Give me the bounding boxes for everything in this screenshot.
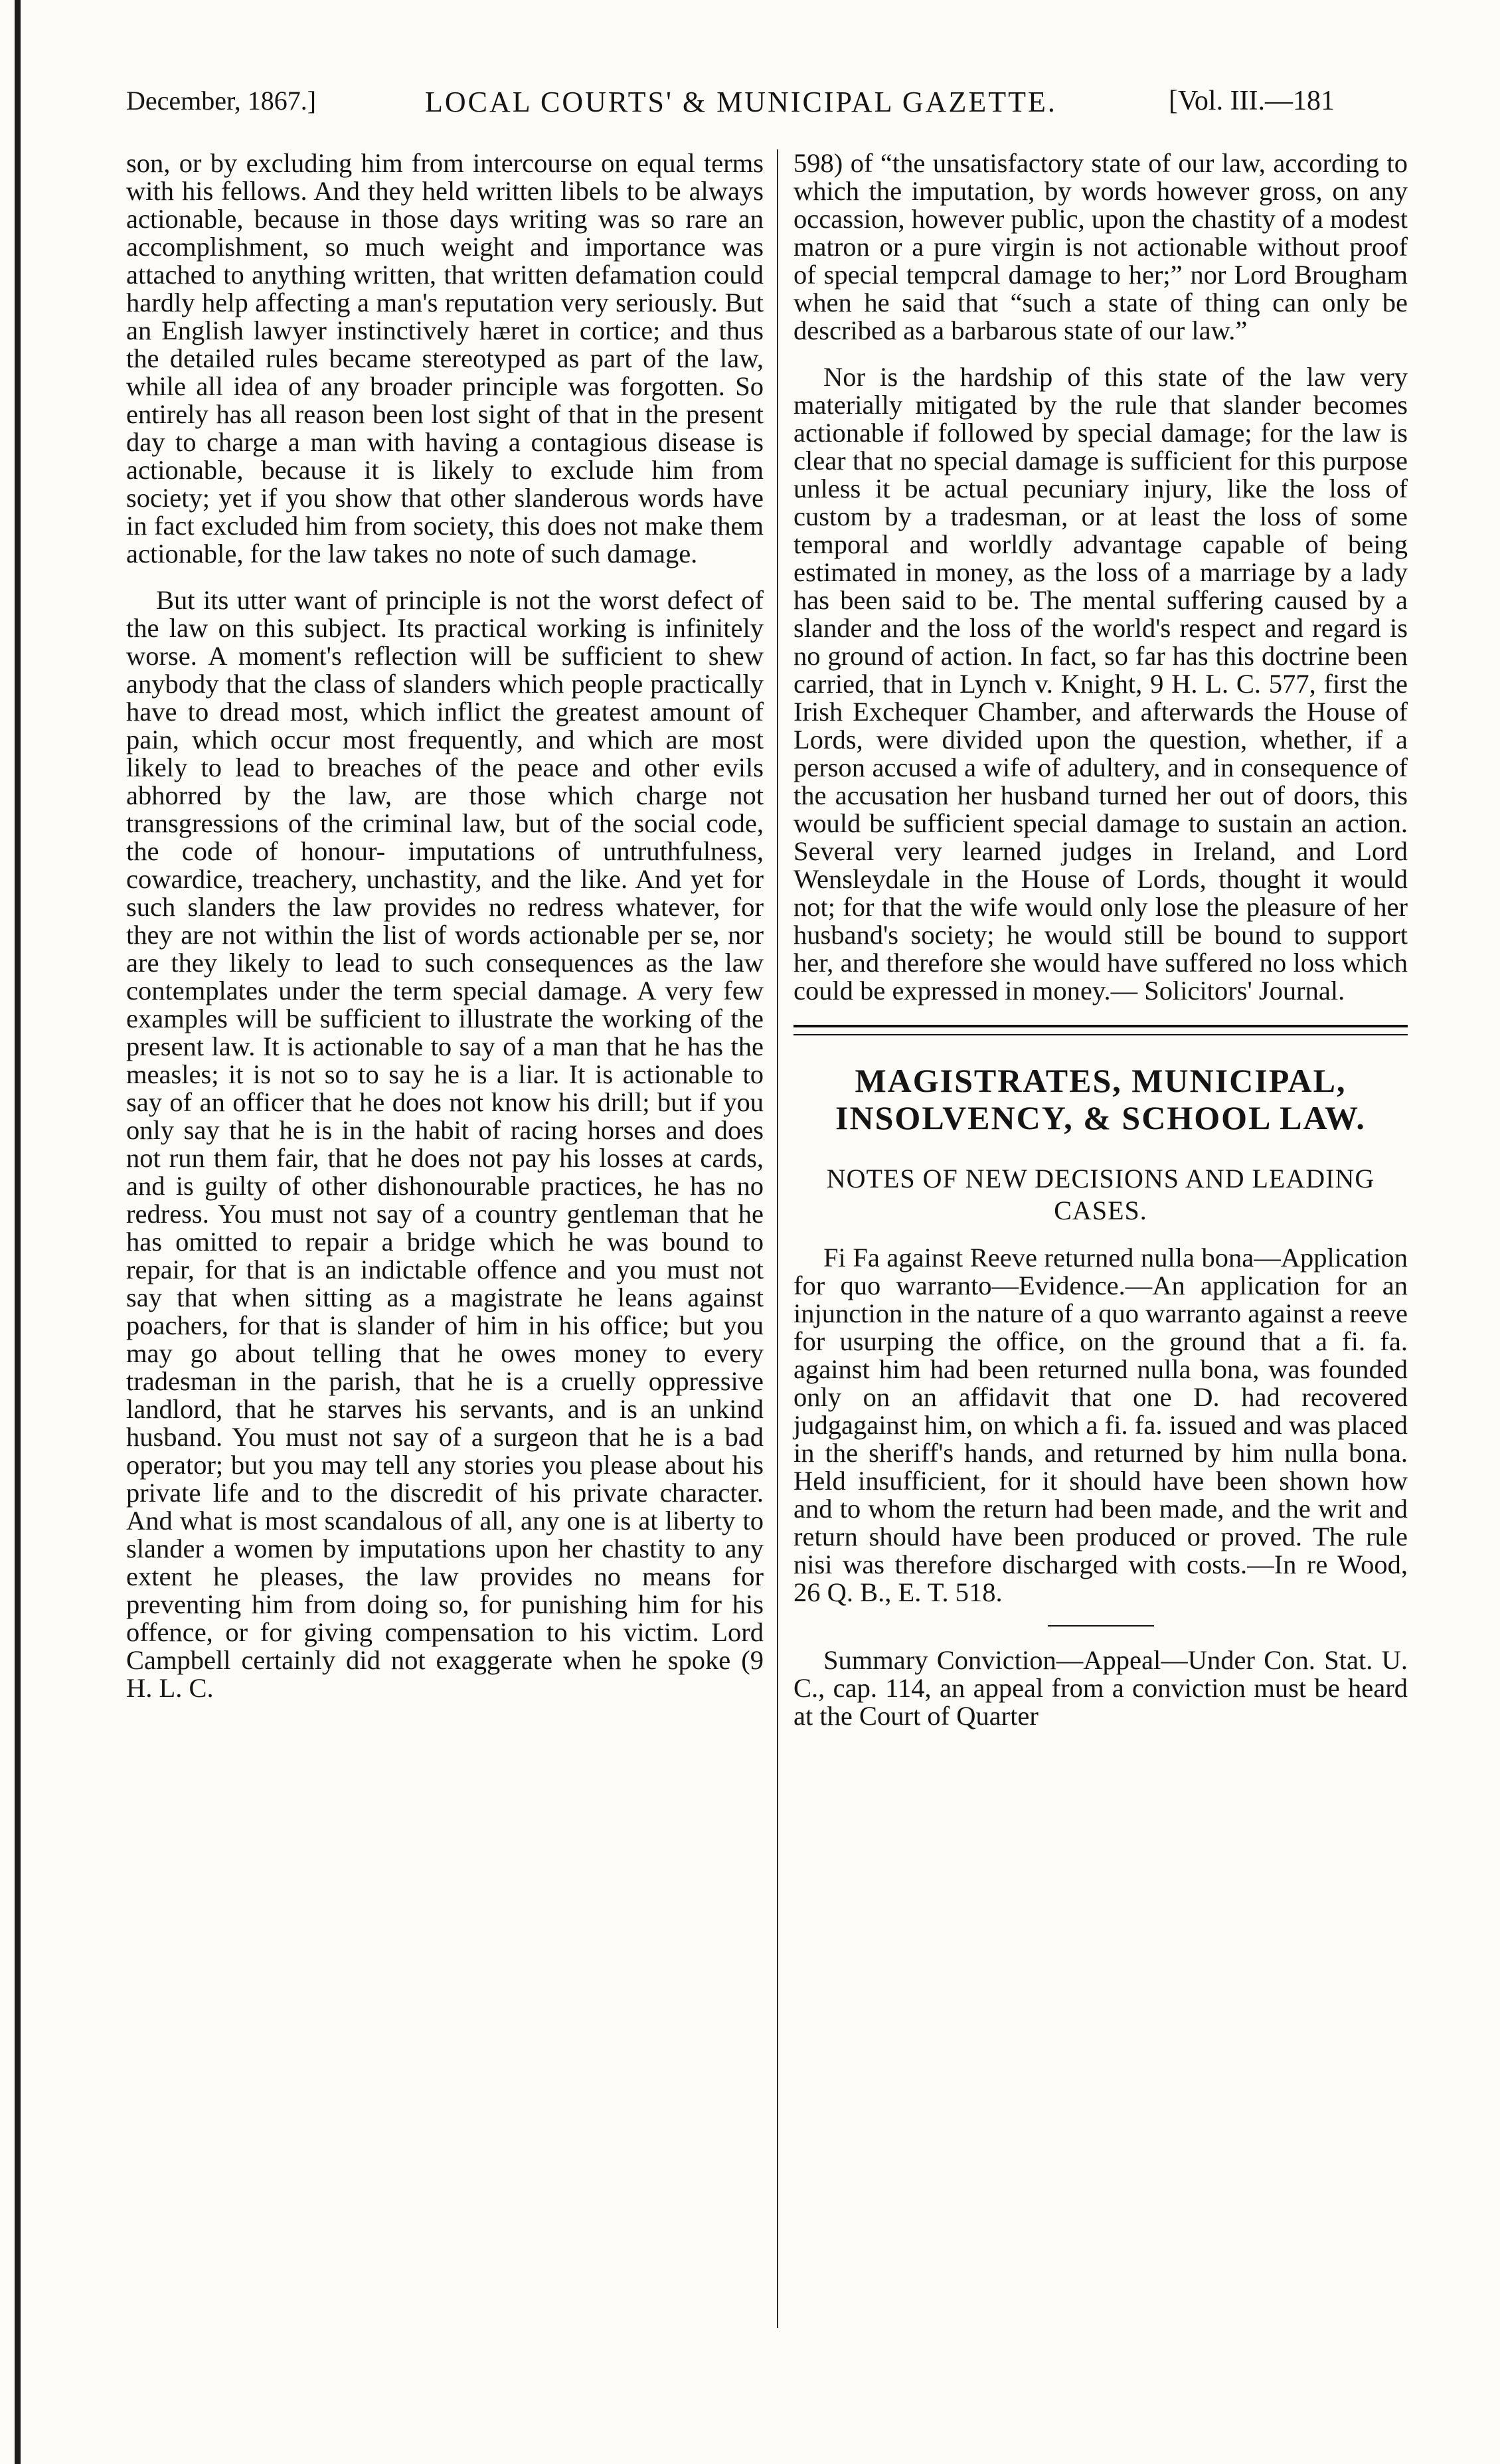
left-column — [126, 149, 764, 1721]
right-column — [793, 149, 1408, 1749]
section-rule — [793, 1025, 1408, 1035]
header-volume: [Vol. III.—181 — [1169, 86, 1335, 116]
header-date: December, 1867.] — [126, 86, 317, 116]
column-divider — [777, 149, 778, 2328]
left-paragraph-1: son, or by excluding him from intercourse on equal terms with his fellows. And they held written libels to be always actionable, because in those days writing was so rare an accomplishment, so much weight and importance was attached to anything written, that written defamation could hardly help affecting a man's reputation very seriously. But an English lawyer instinctively hæret in cortice; and thus the detailed rules became stereotyped as part of the law, while all idea of any broader principle was forgotten. So entirely has all reason been lost sight of that in the present day to charge a man with having a contagious disease is actionable, because it is likely to exclude him from society; yet if you show that other slanderous words have in fact excluded him from society, this does not make them actionable, for the law takes no note of such damage. — [126, 148, 764, 569]
right-paragraph-2: Nor is the hardship of this state of the law very materially mitigated by the rule that slander becomes actionable if followed by special damage; for the law is clear that no special damage is sufficient for this purpose unless it be actual pecuniary injury, like the loss of custom by a tradesman, or at least the loss of some temporal and worldly advantage capable of being estimated in money, as the loss of a marriage by a lady has been said to be. The mental suffering caused by a slander and the loss of the world's respect and regard is no ground of action. In fact, so far has this doctrine been carried, that in Lynch v. Knight, 9 H. L. C. 577, first the Irish Exchequer Chamber, and afterwards the House of Lords, were divided upon the question, whether, if a person accused a wife of adultery, and in consequence of the accusation her husband turned her out of doors, this would be sufficient special damage to sustain an action. Several very learned judges in Ireland, and Lord Wensleydale in the House of Lords, thought it would not; for that the wife would only lose the pleasure of her husband's society; he would still be bound to support her, and therefore she would have suffered no loss which could be expressed in money.— Solicitors' Journal. — [793, 362, 1408, 1006]
case-note-2: Summary Conviction—Appeal—Under Con. Stat. U. C., cap. 114, an appeal from a conviction must be heard at the Court of Quarter — [793, 1645, 1408, 1731]
scan-edge — [15, 0, 21, 2464]
right-paragraph-1: 598) of “the unsatisfactory state of our law, according to which the imputation, by words however gross, on any occassion, however public, upon the chastity of a modest matron or a pure virgin is not actionable without proof of special tempcral damage to her;” nor Lord Brougham when he said that “such a state of thing can only be described as a barbarous state of our law.” — [793, 148, 1408, 345]
page-header — [80, 85, 1414, 132]
short-rule — [1048, 1625, 1154, 1627]
section-subtitle: NOTES OF NEW DECISIONS AND LEADING CASES. — [826, 1164, 1375, 1225]
left-paragraph-2: But its utter want of principle is not the worst defect of the law on this subject. Its practical working is infinitely worse. A moment's reflection will be sufficient to shew anybody that the class of slanders which people practically have to dread most, which inflict the greatest amount of pain, which occur most frequently, and which are most likely to lead to breaches of the peace and other evils abhorred by the law, are those which charge not transgressions of the criminal law, but of the social code, the code of honour- imputations of untruthfulness, cowardice, treachery, unchastity, and the like. And yet for such slanders the law provides no redress whatever, for they are not within the list of words actionable per se, nor are they likely to lead to such consequences as the law contemplates under the term special damage. A very few examples will be sufficient to illustrate the working of the present law. It is actionable to say of a man that he has the measles; it is not so to say he is a liar. It is actionable to say of an officer that he does not know his drill; but if you only say that he is in the habit of racing horses and does not run them fair, that he does not pay his losses at cards, and is guilty of other dishonourable practices, he has no redress. You must not say of a country gentleman that he has omitted to repair a bridge which he was bound to repair, for that is an indictable offence and you must not say that when sitting as a magistrate he leans against poachers, for that is slander of him in his office; but you may go about telling that he owes money to every tradesman in the parish, that he is a cruelly oppressive landlord, that he starves his servants, and is an unkind husband. You must not say of a surgeon that he is a bad operator; but you may tell any stories you please about his private life and to the discredit of his private character. And what is most scandalous of all, any one is at liberty to slander a women by imputations upon her chastity to any extent he pleases, the law provides no means for preventing him from doing so, for punishing him for his offence, or for giving compensation to his victim. Lord Campbell certainly did not exaggerate when he spoke (9 H. L. C. — [126, 585, 764, 1703]
case-note-1: Fi Fa against Reeve returned nulla bona—Application for quo warranto—Evidence.—An application for an injunction in the nature of a quo warranto against a reeve for usurping the office, on the ground that a fi. fa. against him had been returned nulla bona, was founded only on an affidavit that one D. had recovered judgagainst him, on which a fi. fa. issued and was placed in the sheriff's hands, and returned by him nulla bona. Held insufficient, for it should have been shown how and to whom the return had been made, and the writ and return should have been produced or proved. The rule nisi was therefore discharged with costs.—In re Wood, 26 Q. B., E. T. 518. — [793, 1243, 1408, 1607]
header-title: LOCAL COURTS' & MUNICIPAL GAZETTE. — [425, 86, 1057, 118]
section-title: MAGISTRATES, MUNICIPAL, INSOLVENCY, & SCHOOL LAW. — [835, 1062, 1366, 1136]
